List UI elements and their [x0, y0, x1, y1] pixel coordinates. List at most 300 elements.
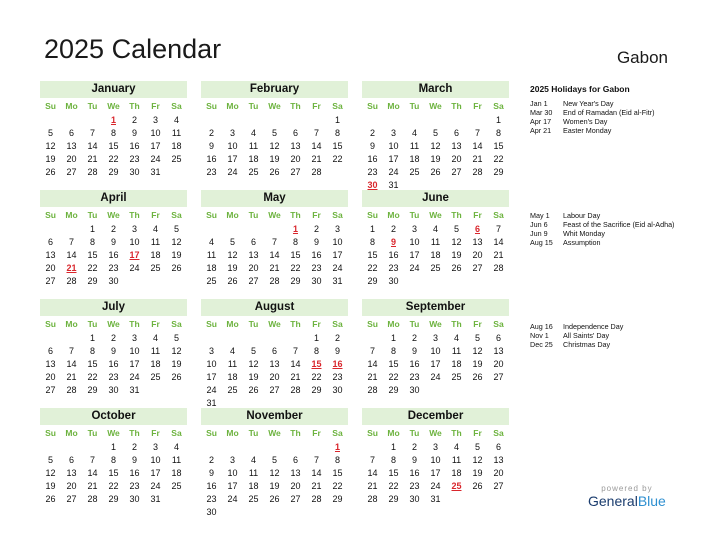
day-cell: 26 [451, 263, 462, 273]
weekday-label: Sa [493, 319, 504, 329]
day-cell: 3 [334, 224, 340, 234]
day-cell: 15 [108, 141, 119, 151]
day-cell: 27 [269, 385, 280, 395]
month-header: January [40, 81, 187, 98]
weekday-label: Su [45, 210, 56, 220]
month-february [201, 81, 348, 179]
empty-cell [201, 441, 222, 454]
holiday-day: 1 [110, 115, 116, 125]
day-cell: 28 [367, 494, 378, 504]
weekday-label: We [429, 428, 442, 438]
weekday-label: Sa [332, 210, 343, 220]
day-cell: 8 [390, 455, 396, 465]
day-cell: 3 [390, 128, 396, 138]
day-cell: 6 [68, 455, 74, 465]
holiday-date: Aug 15 [530, 238, 553, 247]
day-cell: 31 [388, 180, 399, 190]
day-cell: 11 [171, 128, 182, 138]
day-cell: 20 [290, 481, 301, 491]
day-grid [201, 425, 348, 519]
day-cell: 2 [411, 442, 417, 452]
day-cell: 28 [493, 263, 504, 273]
empty-cell [446, 114, 467, 127]
day-cell: 8 [292, 237, 298, 247]
day-cell: 22 [367, 263, 378, 273]
powered-by-text: powered by [601, 484, 653, 493]
day-cell: 20 [248, 263, 259, 273]
day-cell: 21 [87, 154, 98, 164]
day-cell: 6 [292, 455, 298, 465]
day-cell: 18 [227, 372, 238, 382]
day-cell: 1 [390, 442, 396, 452]
day-cell: 16 [129, 468, 140, 478]
empty-cell [61, 223, 82, 236]
day-cell: 11 [150, 237, 161, 247]
day-cell: 2 [369, 128, 375, 138]
day-cell: 26 [248, 385, 259, 395]
weekday-label: Mo [387, 101, 400, 111]
day-cell: 22 [493, 154, 504, 164]
day-cell: 1 [495, 115, 501, 125]
day-cell: 21 [367, 372, 378, 382]
day-cell: 16 [129, 141, 140, 151]
day-cell: 31 [206, 398, 217, 408]
weekday-label: Th [451, 210, 462, 220]
day-cell: 27 [472, 263, 483, 273]
day-cell: 14 [87, 468, 98, 478]
month-header: September [362, 299, 509, 316]
day-cell: 9 [369, 141, 375, 151]
holiday-day: 1 [334, 442, 340, 452]
day-cell: 28 [87, 494, 98, 504]
day-cell: 13 [66, 141, 77, 151]
day-cell: 5 [47, 128, 53, 138]
day-cell: 28 [66, 385, 77, 395]
day-cell: 2 [208, 128, 214, 138]
day-cell: 9 [208, 141, 214, 151]
holiday-day: 30 [367, 180, 378, 190]
day-cell: 19 [171, 359, 182, 369]
day-cell: 12 [227, 250, 238, 260]
weekday-label: Mo [226, 101, 239, 111]
weekday-label: Fr [312, 210, 321, 220]
day-cell: 5 [432, 128, 438, 138]
day-cell: 18 [430, 250, 441, 260]
day-cell: 18 [150, 359, 161, 369]
day-cell: 23 [108, 372, 119, 382]
empty-cell [243, 441, 264, 454]
day-cell: 6 [292, 128, 298, 138]
day-cell: 3 [432, 333, 438, 343]
weekday-label: Fr [473, 428, 482, 438]
month-header: April [40, 190, 187, 207]
day-cell: 29 [332, 494, 343, 504]
day-cell: 5 [271, 128, 277, 138]
day-cell: 9 [411, 346, 417, 356]
day-cell: 31 [150, 167, 161, 177]
day-cell: 29 [108, 494, 119, 504]
weekday-label: Th [129, 319, 140, 329]
holiday-day: 21 [66, 263, 77, 273]
day-cell: 14 [290, 359, 301, 369]
day-cell: 27 [66, 167, 77, 177]
day-cell: 5 [229, 237, 235, 247]
holiday-row [530, 99, 705, 108]
day-cell: 2 [131, 442, 137, 452]
day-cell: 23 [206, 494, 217, 504]
day-cell: 4 [229, 346, 235, 356]
weekday-label: Su [45, 319, 56, 329]
day-cell: 24 [129, 263, 140, 273]
day-cell: 3 [229, 128, 235, 138]
day-cell: 19 [269, 481, 280, 491]
empty-cell [285, 441, 306, 454]
day-grid [201, 98, 348, 179]
weekday-label: Fr [312, 428, 321, 438]
day-cell: 7 [89, 128, 95, 138]
month-november [201, 408, 348, 519]
empty-cell [222, 332, 243, 345]
holiday-row [530, 117, 705, 126]
weekday-label: Tu [409, 319, 420, 329]
day-cell: 24 [150, 154, 161, 164]
day-grid [362, 316, 509, 397]
weekday-label: Th [451, 319, 462, 329]
day-cell: 19 [45, 481, 56, 491]
month-october [40, 408, 187, 506]
day-cell: 26 [45, 494, 56, 504]
day-cell: 10 [150, 128, 161, 138]
day-cell: 21 [472, 154, 483, 164]
weekday-label: We [107, 428, 120, 438]
holiday-group [530, 99, 705, 135]
day-cell: 16 [409, 468, 420, 478]
day-cell: 23 [129, 481, 140, 491]
day-cell: 22 [332, 154, 343, 164]
day-cell: 10 [388, 141, 399, 151]
day-cell: 28 [290, 385, 301, 395]
day-cell: 16 [108, 359, 119, 369]
day-cell: 15 [367, 250, 378, 260]
day-cell: 8 [390, 346, 396, 356]
day-cell: 11 [227, 359, 238, 369]
holiday-day: 9 [390, 237, 396, 247]
weekday-label: Th [451, 101, 462, 111]
day-cell: 6 [250, 237, 256, 247]
day-grid [40, 425, 187, 506]
day-cell: 24 [409, 263, 420, 273]
weekday-label: Fr [151, 101, 160, 111]
day-cell: 9 [110, 346, 116, 356]
holiday-day: 15 [311, 359, 322, 369]
day-cell: 11 [248, 141, 259, 151]
day-cell: 19 [451, 250, 462, 260]
day-cell: 13 [290, 468, 301, 478]
day-cell: 21 [311, 481, 322, 491]
day-cell: 28 [367, 385, 378, 395]
day-grid [362, 425, 509, 506]
day-cell: 3 [131, 333, 137, 343]
day-grid [201, 316, 348, 410]
weekday-label: Mo [226, 319, 239, 329]
empty-cell [40, 441, 61, 454]
day-cell: 5 [474, 333, 480, 343]
day-cell: 8 [495, 128, 501, 138]
day-cell: 17 [430, 359, 441, 369]
day-cell: 14 [493, 237, 504, 247]
weekday-label: Mo [387, 428, 400, 438]
day-cell: 5 [474, 442, 480, 452]
empty-cell [222, 114, 243, 127]
holiday-name: Whit Monday [563, 229, 605, 238]
day-cell: 23 [129, 154, 140, 164]
day-cell: 20 [493, 468, 504, 478]
month-header: May [201, 190, 348, 207]
holiday-name: Labour Day [563, 211, 601, 220]
day-cell: 2 [313, 224, 319, 234]
day-cell: 20 [290, 154, 301, 164]
day-cell: 18 [409, 154, 420, 164]
weekday-label: Su [206, 428, 217, 438]
day-cell: 21 [87, 481, 98, 491]
day-cell: 27 [451, 167, 462, 177]
day-cell: 12 [171, 237, 182, 247]
day-cell: 9 [313, 237, 319, 247]
day-cell: 21 [290, 372, 301, 382]
day-cell: 14 [367, 359, 378, 369]
weekday-label: Su [206, 210, 217, 220]
day-cell: 30 [206, 507, 217, 517]
day-cell: 4 [453, 333, 459, 343]
day-cell: 29 [493, 167, 504, 177]
day-cell: 28 [311, 494, 322, 504]
day-cell: 25 [150, 263, 161, 273]
day-cell: 26 [227, 276, 238, 286]
weekday-label: Mo [387, 210, 400, 220]
day-cell: 4 [152, 333, 158, 343]
day-grid [40, 98, 187, 179]
day-cell: 8 [89, 237, 95, 247]
page-title: 2025 Calendar [44, 34, 222, 64]
day-cell: 18 [248, 154, 259, 164]
day-cell: 4 [453, 442, 459, 452]
day-cell: 17 [227, 154, 238, 164]
day-cell: 24 [150, 481, 161, 491]
day-cell: 7 [313, 128, 319, 138]
brand-name-general: General [588, 493, 638, 509]
day-cell: 6 [453, 128, 459, 138]
holiday-row [530, 229, 705, 238]
weekday-label: Th [290, 210, 301, 220]
day-cell: 3 [432, 442, 438, 452]
day-cell: 26 [430, 167, 441, 177]
holiday-name: Assumption [563, 238, 601, 247]
day-cell: 12 [269, 468, 280, 478]
day-grid [201, 207, 348, 288]
month-header: August [201, 299, 348, 316]
day-cell: 14 [66, 250, 77, 260]
day-cell: 13 [66, 468, 77, 478]
month-header: July [40, 299, 187, 316]
day-cell: 17 [430, 468, 441, 478]
day-cell: 10 [332, 237, 343, 247]
day-cell: 17 [150, 468, 161, 478]
day-cell: 10 [430, 455, 441, 465]
day-cell: 17 [150, 141, 161, 151]
day-cell: 4 [208, 237, 214, 247]
day-cell: 27 [45, 385, 56, 395]
holiday-name: End of Ramadan (Eid al-Fitr) [563, 108, 655, 117]
empty-cell [362, 332, 383, 345]
day-cell: 1 [334, 115, 340, 125]
day-cell: 22 [388, 481, 399, 491]
day-cell: 3 [131, 224, 137, 234]
day-cell: 27 [290, 494, 301, 504]
day-cell: 12 [45, 468, 56, 478]
day-cell: 19 [430, 154, 441, 164]
day-cell: 29 [87, 385, 98, 395]
day-cell: 4 [173, 115, 179, 125]
weekday-label: Su [206, 319, 217, 329]
day-cell: 28 [66, 276, 77, 286]
day-cell: 6 [47, 346, 53, 356]
day-cell: 13 [45, 250, 56, 260]
weekday-label: Th [451, 428, 462, 438]
day-cell: 3 [152, 115, 158, 125]
empty-cell [61, 114, 82, 127]
day-cell: 7 [89, 455, 95, 465]
holiday-date: Nov 1 [530, 331, 549, 340]
weekday-label: Su [206, 101, 217, 111]
day-cell: 13 [269, 359, 280, 369]
day-cell: 26 [472, 372, 483, 382]
day-cell: 6 [495, 333, 501, 343]
day-cell: 2 [110, 333, 116, 343]
day-cell: 25 [451, 372, 462, 382]
day-cell: 16 [206, 481, 217, 491]
day-cell: 10 [129, 237, 140, 247]
day-cell: 29 [388, 385, 399, 395]
month-header: November [201, 408, 348, 425]
holiday-group [530, 211, 705, 247]
empty-cell [264, 223, 285, 236]
day-cell: 15 [332, 141, 343, 151]
day-cell: 19 [269, 154, 280, 164]
weekday-label: Fr [473, 319, 482, 329]
day-cell: 30 [108, 385, 119, 395]
holiday-date: May 1 [530, 211, 550, 220]
day-cell: 26 [269, 167, 280, 177]
day-cell: 13 [493, 455, 504, 465]
day-cell: 7 [369, 346, 375, 356]
day-cell: 1 [313, 333, 319, 343]
brand-name-blue: Blue [637, 493, 666, 509]
holiday-row [530, 211, 705, 220]
day-cell: 15 [108, 468, 119, 478]
day-cell: 14 [472, 141, 483, 151]
month-september [362, 299, 509, 397]
day-cell: 30 [311, 276, 322, 286]
month-december [362, 408, 509, 506]
holiday-row [530, 331, 705, 340]
weekday-label: Fr [312, 319, 321, 329]
weekday-label: Su [45, 101, 56, 111]
day-cell: 17 [129, 359, 140, 369]
day-cell: 4 [152, 224, 158, 234]
holiday-date: Apr 21 [530, 126, 552, 135]
empty-cell [285, 332, 306, 345]
day-grid [362, 98, 509, 192]
weekday-label: Mo [65, 428, 78, 438]
empty-cell [40, 114, 61, 127]
weekday-label: Th [129, 101, 140, 111]
day-cell: 13 [493, 346, 504, 356]
day-cell: 10 [206, 359, 217, 369]
holiday-name: All Saints' Day [563, 331, 610, 340]
day-cell: 13 [451, 141, 462, 151]
day-cell: 23 [388, 263, 399, 273]
empty-cell [40, 332, 61, 345]
day-cell: 4 [432, 224, 438, 234]
day-cell: 6 [47, 237, 53, 247]
weekday-label: Fr [151, 319, 160, 329]
day-cell: 18 [206, 263, 217, 273]
month-april [40, 190, 187, 288]
day-cell: 24 [206, 385, 217, 395]
day-cell: 24 [332, 263, 343, 273]
day-cell: 23 [332, 372, 343, 382]
day-cell: 5 [47, 455, 53, 465]
day-cell: 29 [290, 276, 301, 286]
empty-cell [61, 332, 82, 345]
day-cell: 14 [66, 359, 77, 369]
holiday-group [530, 322, 705, 349]
day-cell: 8 [334, 455, 340, 465]
day-cell: 23 [367, 167, 378, 177]
empty-cell [61, 441, 82, 454]
day-cell: 25 [409, 167, 420, 177]
day-cell: 29 [108, 167, 119, 177]
day-cell: 20 [45, 372, 56, 382]
weekday-label: Tu [87, 101, 98, 111]
day-cell: 19 [227, 263, 238, 273]
day-cell: 5 [271, 455, 277, 465]
day-cell: 27 [493, 481, 504, 491]
weekday-label: We [107, 101, 120, 111]
weekday-label: Tu [248, 319, 259, 329]
weekday-label: Tu [248, 210, 259, 220]
day-cell: 22 [108, 154, 119, 164]
day-cell: 28 [311, 167, 322, 177]
weekday-label: Tu [409, 210, 420, 220]
day-cell: 8 [369, 237, 375, 247]
weekday-label: Th [129, 210, 140, 220]
month-march [362, 81, 509, 192]
day-cell: 19 [45, 154, 56, 164]
day-cell: 14 [269, 250, 280, 260]
day-cell: 25 [430, 263, 441, 273]
day-cell: 5 [173, 333, 179, 343]
day-cell: 24 [227, 167, 238, 177]
empty-cell [82, 441, 103, 454]
holiday-name: New Year's Day [563, 99, 614, 108]
holiday-name: Feast of the Sacrifice (Eid al-Adha) [563, 220, 675, 229]
weekday-label: Th [290, 101, 301, 111]
day-grid [40, 316, 187, 397]
empty-cell [362, 441, 383, 454]
weekday-label: Mo [65, 101, 78, 111]
weekday-label: Mo [65, 210, 78, 220]
